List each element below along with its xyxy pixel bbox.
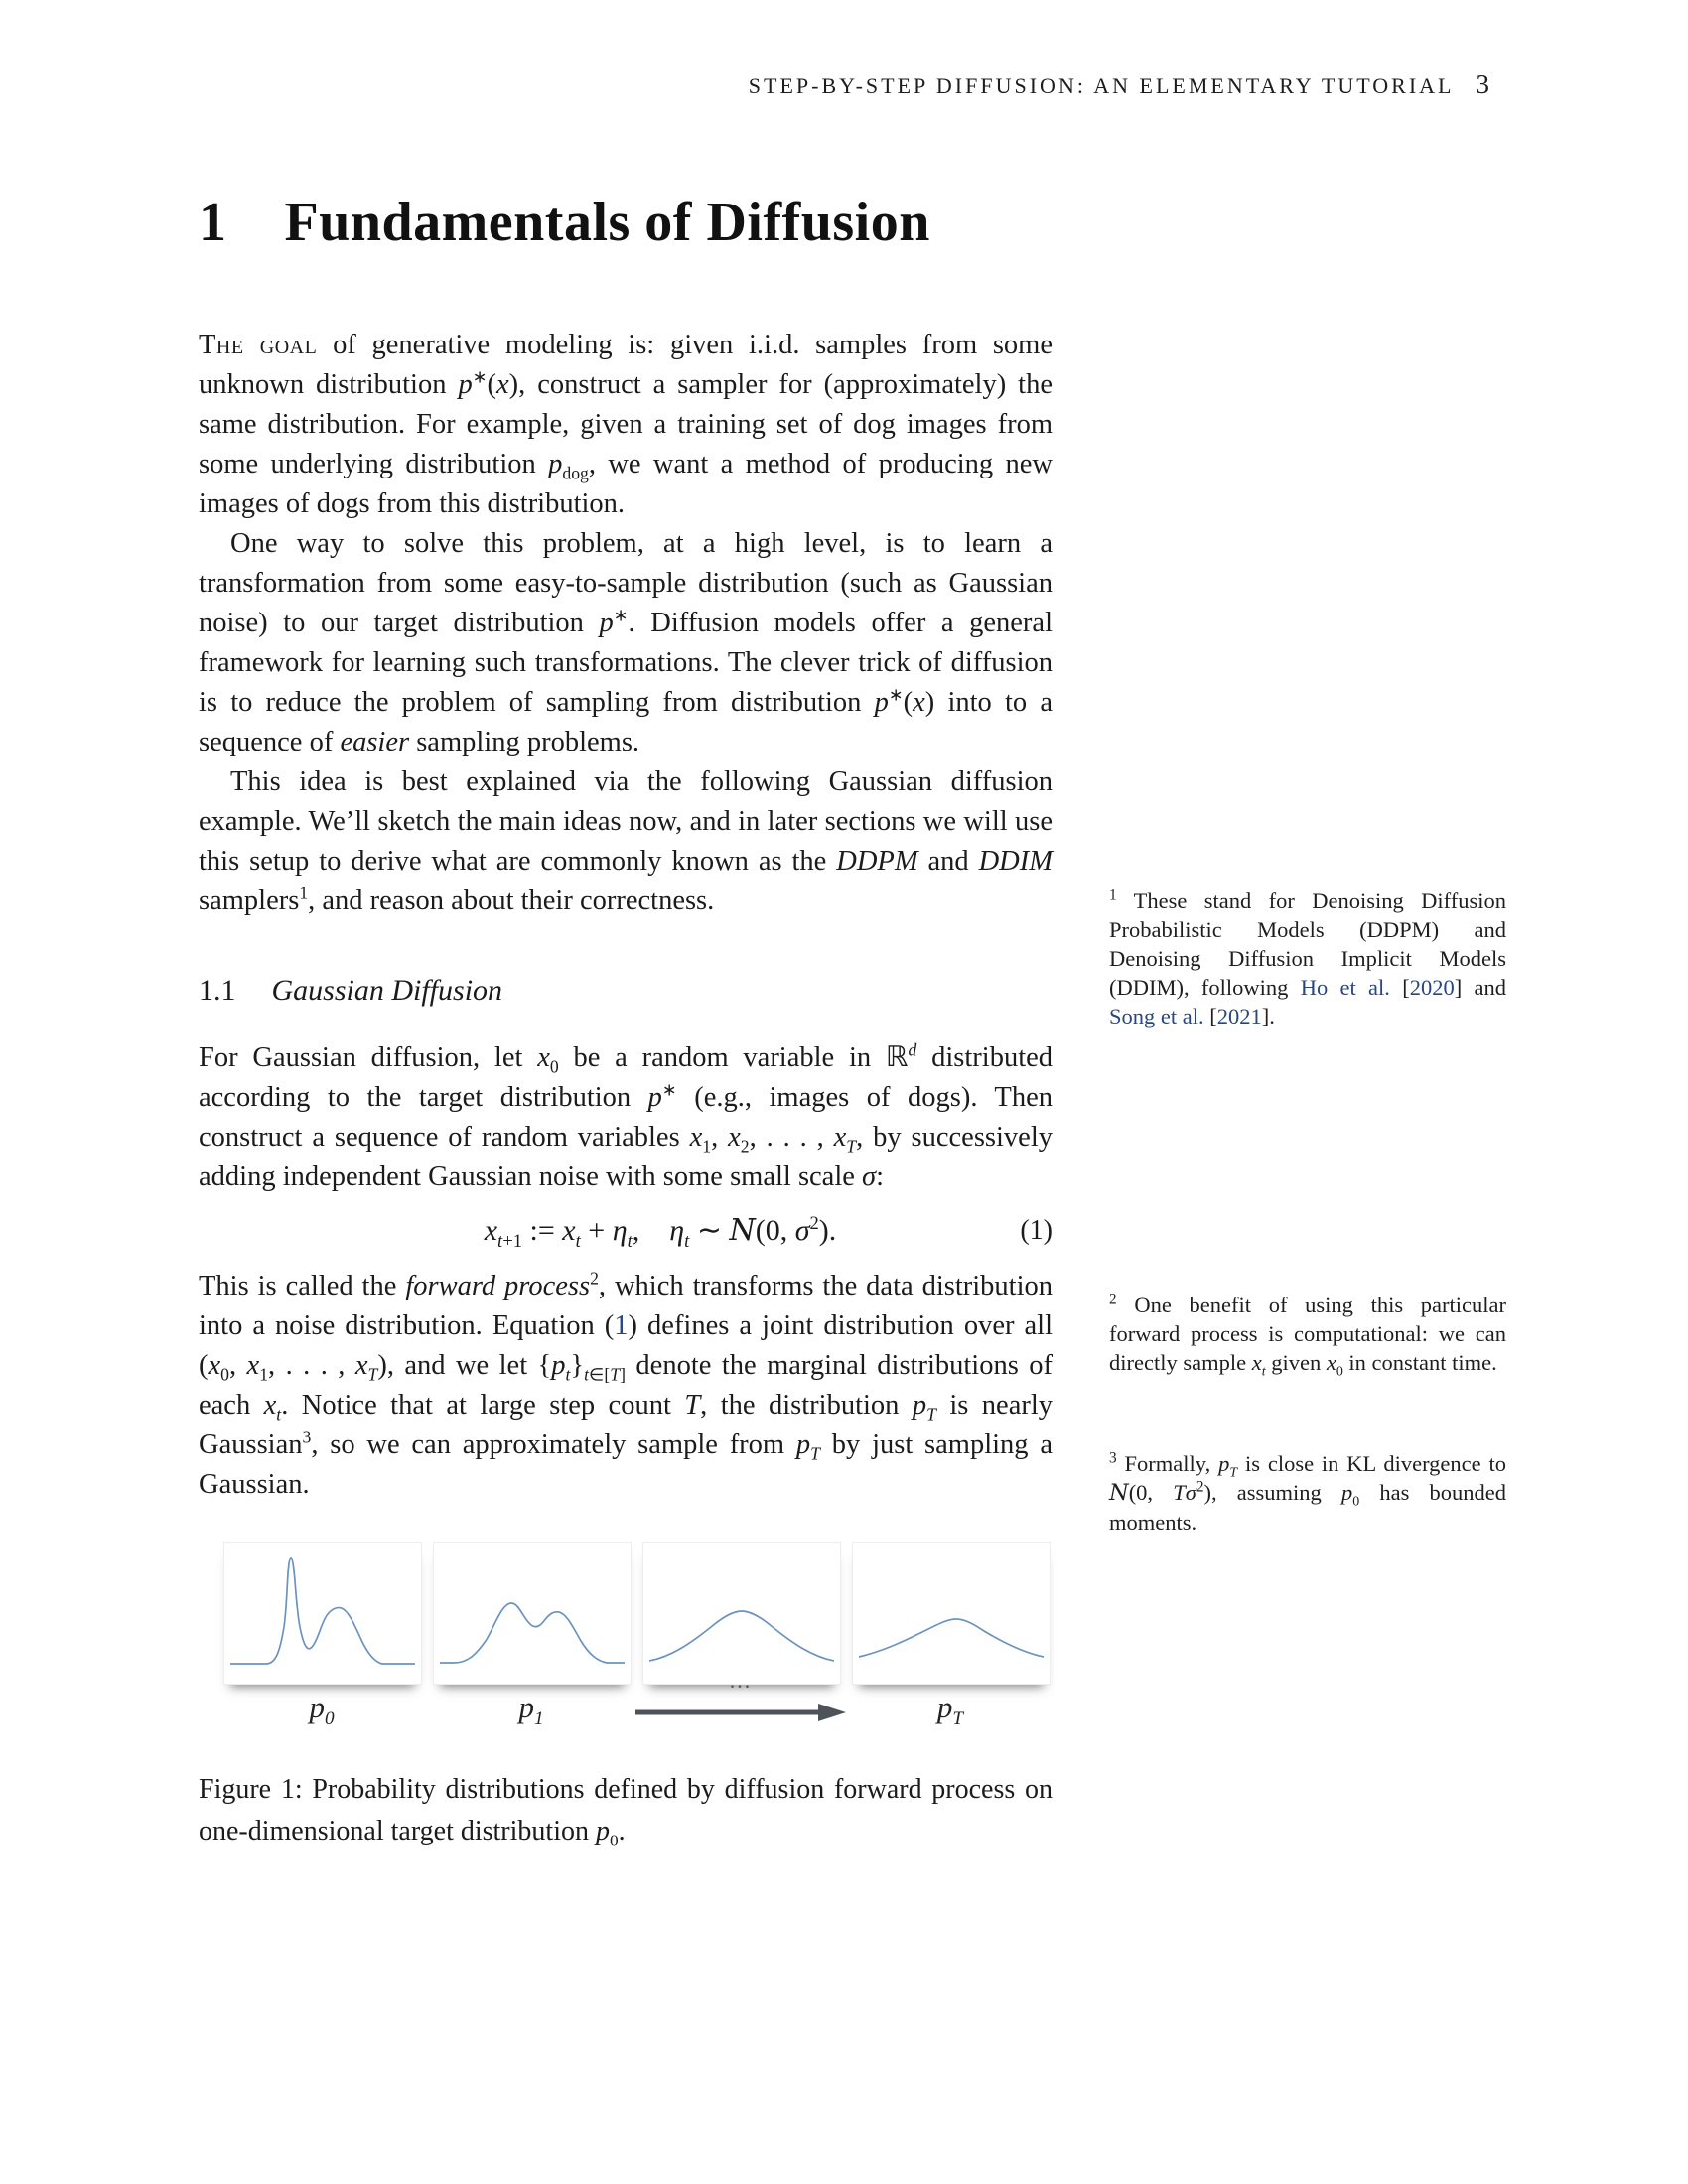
figure-label-pT: $p_T$ (936, 1690, 964, 1730)
paragraph-forward-process: This is called the forward process$^2$, which transforms the data distribution into a noise distribution. Equation (1) defines a joint distribution over all ($x_0$, $x_1$, . . . , $x_T$), and we let $\{p_t\}_{t\in[T]}$ denote the marginal distributions of each $x_t$. Notice that at large step count T, the distribution $p_T$ is nearly Gaussian$^3$, so we can approximately sample from $p_T$ by just sampling a Gaussian. (199, 1268, 1054, 1500)
figure-panel-pT (852, 1542, 1051, 1685)
subsection-number: 1.1 (199, 974, 236, 1007)
section-number: 1 (199, 192, 227, 253)
paragraph-one-way: One way to solve this problem, at a high level, is to learn a transformation from some easy-to-sample distribution (such as Gaussian noise) to our target distribution p∗. Diffusion models offer a general framework for learning such transformations. The clever trick of diffusion is to reduce the problem of sampling from distribution p∗(x) into to a sequence of easier sampling problems. (199, 528, 1053, 757)
main-text-column (199, 326, 1053, 1505)
figure-caption: Figure 1: Probability distributions defined by diffusion forward process on one-dimensional target distribution $p_0$. (199, 1774, 1053, 1850)
paragraph-goal: The goal of generative modeling is: given i.i.d. samples from some unknown distribution p∗(x), construct a sampler for (approximately) the same distribution. For example, given a training set of dog images from some underlying distribution $p_{dog}$, we want a method of producing new images of dogs from this distribution. (199, 330, 1053, 519)
section-heading (199, 191, 930, 254)
figure-ellipsis: ... (729, 1668, 753, 1693)
sidenote-3: $^3$ Formally, $p_T$ is close in KL divergence to N(0, $T\sigma^2$), assuming $p_0$ has bounded moments. (1109, 1449, 1506, 1535)
figure-panel-p1 (433, 1542, 632, 1685)
figure-panel-intermediate (642, 1542, 841, 1685)
paragraph-gaussian-diffusion: For Gaussian diffusion, let $x_0$ be a random variable in ℝ$^d$ distributed according to the target distribution p∗ (e.g., images of dogs). Then construct a sequence of random variables $x_1$, $x_2$, . . . , $x_T$, by successively adding independent Gaussian noise with some small scale σ: (199, 1039, 1054, 1192)
subsection-title: Gaussian Diffusion (271, 974, 503, 1007)
section-title: Fundamentals of Diffusion (284, 192, 930, 253)
density-curve-p0 (224, 1543, 421, 1684)
equation (199, 1207, 1053, 1255)
citation-ho-2020-year[interactable]: 2020 (1409, 975, 1455, 1000)
citation-ho-2020[interactable]: Ho et al. (1300, 975, 1390, 1000)
sidenote-2: $^2$ One benefit of using this particular forward process is computational: we can directly sample $x_t$ given $x_0$ in constant time. (1109, 1291, 1506, 1380)
sidenote-1: $^1$ These stand for Denoising Diffusion Probabilistic Models (DDPM) and Denoising Diffusion Implicit Models (DDIM), following Ho et al. [2020] and Song et al. [2021]. (1109, 887, 1506, 1028)
running-title: STEP-BY-STEP DIFFUSION: AN ELEMENTARY TUTORIAL (748, 73, 1455, 98)
figure-label-p1: $p_1$ (518, 1690, 544, 1730)
figure-label-p0: $p_0$ (309, 1690, 335, 1730)
density-curve-p1 (434, 1543, 631, 1684)
density-curve-intermediate (643, 1543, 840, 1684)
figure-panel-p0 (223, 1542, 422, 1685)
forward-process-arrow-icon (633, 1702, 848, 1728)
equation-number: (1) (1020, 1215, 1053, 1246)
page-number: 3 (1476, 69, 1489, 99)
citation-song-2021[interactable]: Song et al. (1109, 1004, 1204, 1028)
equation-formula: $x_{t+1}$ := $x_t + \eta_t$, $\eta_t$ ∼ N(0, $\sigma^2$). (484, 1213, 837, 1252)
equation-ref-1[interactable]: 1 (614, 1310, 629, 1341)
citation-song-2021-year[interactable]: 2021 (1216, 1004, 1262, 1028)
running-header (0, 69, 1489, 100)
density-curve-pT (853, 1543, 1050, 1684)
subsection-heading (199, 971, 1053, 1011)
paragraph-this-idea: This idea is best explained via the following Gaussian diffusion example. We’ll sketch the main ideas now, and in later sections we will use this setup to derive what are commonly known as the DDPM and DDIM samplers$^1$, and reason about their correctness. (199, 766, 1053, 916)
